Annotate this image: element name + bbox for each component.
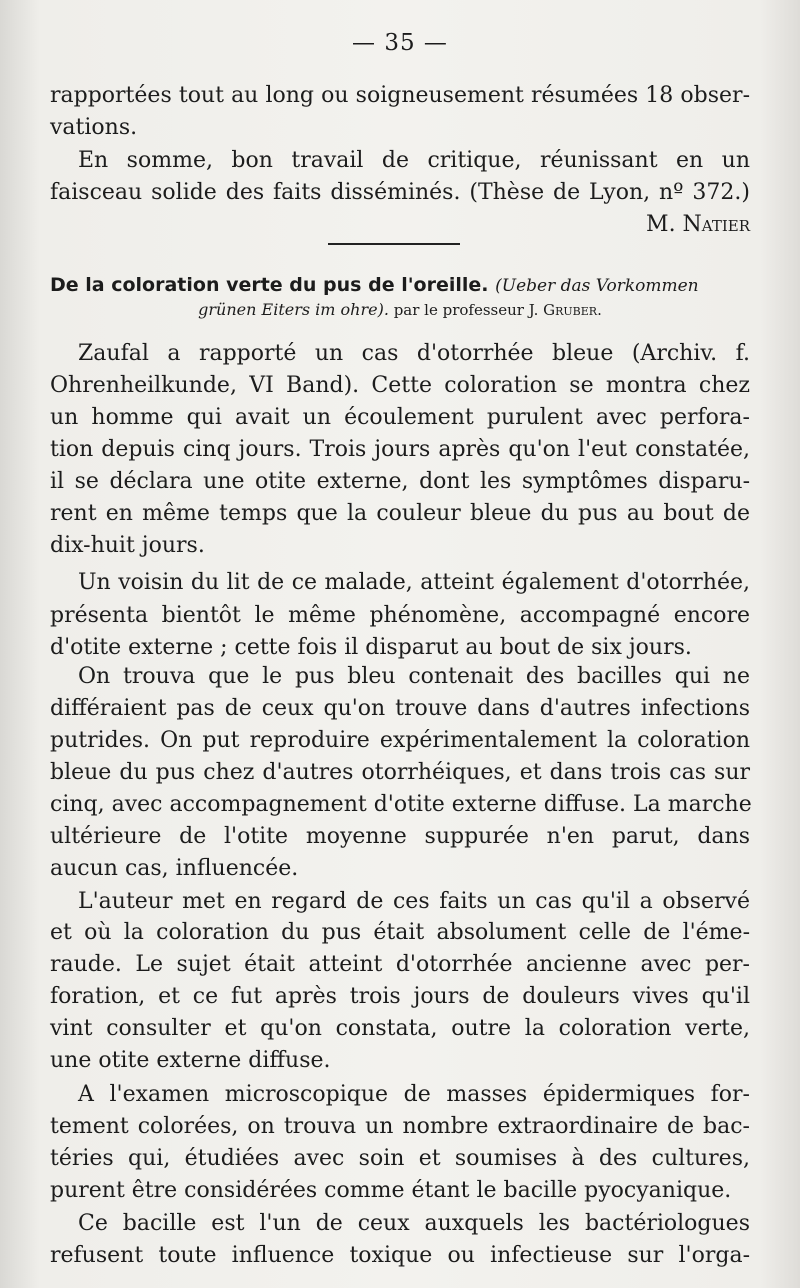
text-line: rapportées tout au long ou soigneusement résumées 18 obser- bbox=[50, 83, 750, 108]
text-line: faisceau solide des faits disséminés. (Thèse de Lyon, nº 372.) bbox=[50, 180, 750, 205]
article-title-line bbox=[50, 271, 750, 300]
text-line: il se déclara une otite externe, dont les symptômes disparu- bbox=[50, 469, 750, 494]
text-line: un homme qui avait un écoulement purulent avec perfora- bbox=[50, 405, 750, 430]
review-author: M. Natier bbox=[646, 212, 750, 237]
text-line: En somme, bon travail de critique, réunissant en un bbox=[78, 148, 750, 173]
text-line: rent en même temps que la couleur bleue du pus au bout de bbox=[50, 501, 750, 526]
text-line: une otite externe diffuse. bbox=[50, 1048, 331, 1073]
article-title: De la coloration verte du pus de l'oreille. bbox=[50, 274, 489, 296]
page-number: — 35 — bbox=[352, 30, 448, 56]
text-line: raude. Le sujet était atteint d'otorrhée ancienne avec per- bbox=[50, 952, 750, 977]
text-line: d'otite externe ; cette fois il disparut au bout de six jours. bbox=[50, 635, 692, 660]
text-line: et où la coloration du pus était absolument celle de l'éme- bbox=[50, 920, 750, 945]
text-line: On trouva que le pus bleu contenait des bacilles qui ne bbox=[78, 664, 750, 689]
article-by: par le professeur bbox=[393, 301, 524, 319]
text-line: Ce bacille est l'un de ceux auxquels les bactériologues bbox=[78, 1211, 750, 1236]
article-author: J. Gruber. bbox=[528, 301, 602, 319]
text-line: bleue du pus chez d'autres otorrhéiques, et dans trois cas sur bbox=[50, 760, 750, 785]
text-line: ultérieure de l'otite moyenne suppurée n'en parut, dans bbox=[50, 824, 750, 849]
text-line: purent être considérées comme étant le bacille pyocyanique. bbox=[50, 1178, 732, 1203]
section-divider bbox=[328, 243, 460, 245]
article-title-german-2: grünen Eiters im ohre). bbox=[198, 300, 389, 319]
text-line: foration, et ce fut après trois jours de douleurs vives qu'il bbox=[50, 984, 750, 1009]
text-line: A l'examen microscopique de masses épidermiques for- bbox=[78, 1082, 750, 1107]
text-line: présenta bientôt le même phénomène, accompagné encore bbox=[50, 603, 750, 628]
text-line: dix-huit jours. bbox=[50, 533, 205, 558]
article-subtitle-line bbox=[50, 297, 750, 323]
text-line: tement colorées, on trouva un nombre extraordinaire de bac- bbox=[50, 1114, 750, 1139]
text-line: Zaufal a rapporté un cas d'otorrhée bleue (Archiv. f. bbox=[78, 341, 750, 366]
text-line: tion depuis cinq jours. Trois jours après qu'on l'eut constatée, bbox=[50, 437, 750, 462]
text-line: différaient pas de ceux qu'on trouve dans d'autres infections bbox=[50, 696, 750, 721]
text-line: Un voisin du lit de ce malade, atteint également d'otorrhée, bbox=[78, 570, 750, 595]
text-line: vations. bbox=[50, 115, 138, 140]
text-line: cinq, avec accompagnement d'otite externe diffuse. La marche bbox=[50, 792, 752, 817]
article-title-german: (Ueber das Vorkommen bbox=[495, 276, 699, 296]
text-line: putrides. On put reproduire expérimentalement la coloration bbox=[50, 728, 750, 753]
text-line: aucun cas, influencée. bbox=[50, 856, 299, 881]
text-line: téries qui, étudiées avec soin et soumises à des cultures, bbox=[50, 1146, 750, 1171]
text-line: L'auteur met en regard de ces faits un cas qu'il a observé bbox=[78, 889, 750, 914]
text-line: vint consulter et qu'on constata, outre la coloration verte, bbox=[50, 1016, 750, 1041]
text-line: Ohrenheilkunde, VI Band). Cette coloration se montra chez bbox=[50, 373, 750, 398]
text-line: refusent toute influence toxique ou infectieuse sur l'orga- bbox=[50, 1243, 750, 1268]
